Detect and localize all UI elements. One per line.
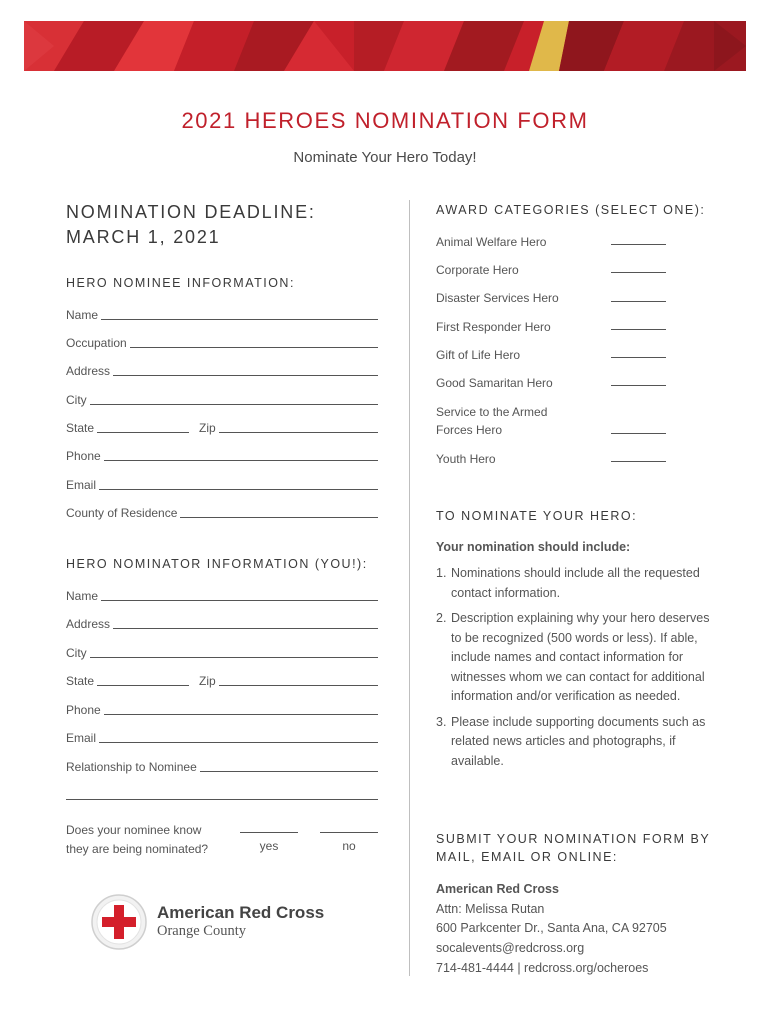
nominee-email-field[interactable] <box>66 476 378 492</box>
nominator-phone-field[interactable] <box>66 701 378 717</box>
field-label: Address <box>66 617 111 631</box>
nominee-name-field[interactable] <box>66 306 378 322</box>
no-option[interactable] <box>320 832 378 853</box>
form-subtitle: Nominate Your Hero Today! <box>293 149 477 166</box>
aware-question-line1: Does your nominee know <box>66 823 202 837</box>
how-to-heading: TO NOMINATE YOUR HERO: <box>436 509 638 523</box>
logo-line2: Orange County <box>157 923 246 939</box>
field-label: Email <box>66 478 97 492</box>
how-to-list <box>436 564 711 777</box>
contact-attn: Attn: Melissa Rutan <box>436 901 545 916</box>
nominee-state-zip-field[interactable] <box>66 419 378 435</box>
list-item: 2. Description explaining why your hero deserves to be recognized (500 words or less). If able, include names and contact information for witnesses whom we can contact for additional information and/or verification as needed. <box>436 611 710 703</box>
field-label: Occupation <box>66 336 127 350</box>
contact-org: American Red Cross <box>436 882 559 896</box>
submit-heading-line1: SUBMIT YOUR NOMINATION FORM BY <box>436 832 711 846</box>
form-title: 2021 HEROES NOMINATION FORM <box>181 108 589 133</box>
no-label: no <box>342 839 356 853</box>
submit-heading-line2: MAIL, EMAIL OR ONLINE: <box>436 850 618 864</box>
list-item: 3. Please include supporting documents such as related news articles and photographs, if available. <box>436 714 706 768</box>
deadline-block <box>66 200 378 250</box>
state-label: State <box>66 674 95 688</box>
nominator-state-zip-field[interactable] <box>66 672 378 688</box>
nominator-address-field[interactable] <box>66 615 378 631</box>
nominee-county-field[interactable] <box>66 504 378 520</box>
nominee-phone-field[interactable] <box>66 447 378 463</box>
nominee-occupation-field[interactable] <box>66 334 378 350</box>
contact-phone-web[interactable]: 714-481-4444 | redcross.org/ocheroes <box>436 960 649 975</box>
select-blank[interactable] <box>611 301 666 302</box>
nominee-heading: HERO NOMINEE INFORMATION: <box>66 276 295 290</box>
how-to-intro: Your nomination should include: <box>436 540 631 554</box>
field-label: City <box>66 393 87 407</box>
deadline-line1: NOMINATION DEADLINE: <box>66 202 316 222</box>
aware-question-line2: they are being nominated? <box>66 842 209 856</box>
red-cross-logo <box>90 893 340 953</box>
nominator-city-field[interactable] <box>66 644 378 660</box>
deadline-line2: MARCH 1, 2021 <box>66 227 221 247</box>
category-youth[interactable]: Youth Hero <box>436 450 666 468</box>
zip-label: Zip <box>199 674 216 688</box>
select-blank[interactable] <box>611 357 666 358</box>
yes-label: yes <box>259 839 279 853</box>
nominator-relationship-extra-line[interactable] <box>66 786 378 802</box>
select-blank[interactable] <box>611 272 666 273</box>
logo-line1: American Red Cross <box>157 903 325 922</box>
select-blank[interactable] <box>611 385 666 386</box>
column-divider <box>409 200 410 976</box>
contact-block <box>436 880 667 979</box>
no-blank[interactable] <box>320 832 378 833</box>
category-first-responder[interactable]: First Responder Hero <box>436 318 666 336</box>
field-label: City <box>66 646 87 660</box>
category-armed-forces[interactable]: Service to the Armed Forces Hero <box>436 403 666 439</box>
categories-heading: AWARD CATEGORIES (SELECT ONE): <box>436 203 706 217</box>
category-animal-welfare[interactable]: Animal Welfare Hero <box>436 233 666 251</box>
select-blank[interactable] <box>611 461 666 462</box>
field-label: Email <box>66 731 97 745</box>
field-label: County of Residence <box>66 506 178 520</box>
nominator-email-field[interactable] <box>66 729 378 745</box>
field-label: Phone <box>66 703 101 717</box>
list-item: 1. Nominations should include all the requested contact information. <box>436 566 700 600</box>
field-label: Phone <box>66 449 101 463</box>
select-blank[interactable] <box>611 433 666 434</box>
yes-blank[interactable] <box>240 832 298 833</box>
field-label: Name <box>66 589 99 603</box>
category-corporate[interactable]: Corporate Hero <box>436 261 666 279</box>
contact-address: 600 Parkcenter Dr., Santa Ana, CA 92705 <box>436 921 667 936</box>
nominee-address-field[interactable] <box>66 362 378 378</box>
contact-email-link[interactable]: socalevents@redcross.org <box>436 941 585 956</box>
red-cross-emblem-icon <box>90 893 148 951</box>
select-blank[interactable] <box>611 329 666 330</box>
yes-option[interactable] <box>240 832 298 853</box>
category-disaster-services[interactable]: Disaster Services Hero <box>436 289 666 307</box>
zip-label: Zip <box>199 421 216 435</box>
decorative-banner <box>24 21 746 71</box>
nominator-heading: HERO NOMINATOR INFORMATION (YOU!): <box>66 557 368 571</box>
category-good-samaritan[interactable]: Good Samaritan Hero <box>436 374 666 392</box>
state-label: State <box>66 421 95 435</box>
field-label: Address <box>66 364 111 378</box>
nominee-city-field[interactable] <box>66 391 378 407</box>
field-label: Relationship to Nominee <box>66 760 197 774</box>
select-blank[interactable] <box>611 244 666 245</box>
submit-heading <box>436 830 710 866</box>
category-gift-of-life[interactable]: Gift of Life Hero <box>436 346 666 364</box>
nominator-name-field[interactable] <box>66 587 378 603</box>
nominator-relationship-field[interactable] <box>66 758 378 774</box>
field-label: Name <box>66 308 99 322</box>
aware-question <box>66 821 208 859</box>
